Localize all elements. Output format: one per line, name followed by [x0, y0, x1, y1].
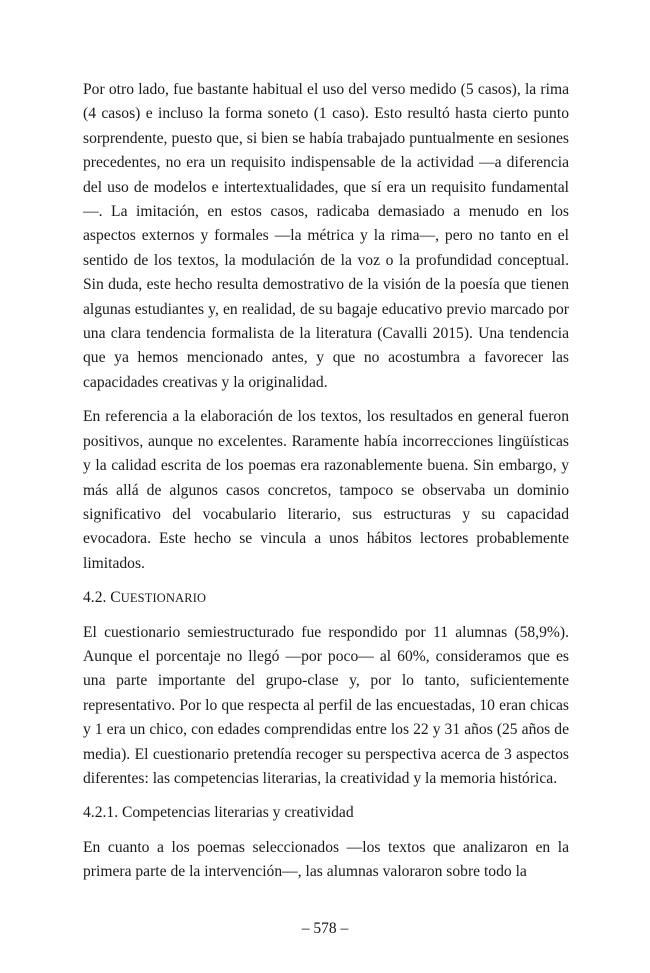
page-body	[83, 78, 569, 895]
section-heading	[83, 586, 569, 610]
section-title-rest: UESTIONARIO	[120, 591, 207, 606]
section-title-initial: C	[110, 589, 121, 607]
body-paragraph-1: Por otro lado, fue bastante habitual el uso del verso medido (5 casos), la rima (4 casos) e incluso la forma soneto (1 caso). Esto resultó hasta cierto punto sorprendente, puesto que, si bien se había trabajado puntualmente en sesiones precedentes, no era un requisito indispensable de la actividad —a diferencia del uso de modelos e intertextualidades, que sí era un requisito fundamental—. La imitación, en estos casos, radicaba demasiado a menudo en los aspectos externos y formales —la métrica y la rima—, pero no tanto en el sentido de los textos, la modulación de la voz o la profundidad conceptual. Sin duda, este hecho resulta demostrativo de la visión de la poesía que tienen algunas estudiantes y, en realidad, de su bagaje educativo previo marcado por una clara tendencia formalista de la literatura (Cavalli 2015). Una tendencia que ya hemos mencionado antes, y que no acostumbra a favorecer las capacidades creativas y la originalidad.	[83, 81, 569, 391]
body-paragraph-2: En referencia a la elaboración de los textos, los resultados en general fueron positivos, aunque no excelentes. Raramente había incorrecciones lingüísticas y la calidad escrita de los poemas era razonablemente buena. Sin embargo, y más allá de algunos casos concretos, tampoco se observaba un dominio significativo del vocabulario literario, sus estructuras y su capacidad evocadora. Este hecho se vincula a unos hábitos lectores probablemente limitados.	[83, 408, 569, 572]
body-paragraph-3: El cuestionario semiestructurado fue respondido por 11 alumnas (58,9%). Aunque el porcentaje no llegó —por poco— al 60%, consideramos que es una parte importante del grupo-clase y, por lo tanto, suficientemente representativo. Por lo que respecta al perfil de las encuestadas, 10 eran chicas y 1 era un chico, con edades comprendidas entre los 22 y 31 años (25 años de media). El cuestionario pretendía recoger su perspectiva acerca de 3 aspectos diferentes: las competencias literarias, la creatividad y la memoria histórica.	[83, 623, 569, 787]
section-number: 4.2.	[83, 589, 107, 607]
subsection-heading: 4.2.1. Competencias literarias y creatividad	[83, 804, 354, 822]
page-number: – 578 –	[301, 920, 349, 937]
body-paragraph-4: En cuanto a los poemas seleccionados —los textos que analizaron en la primera parte de la intervención—, las alumnas valoraron sobre todo la	[83, 838, 569, 881]
